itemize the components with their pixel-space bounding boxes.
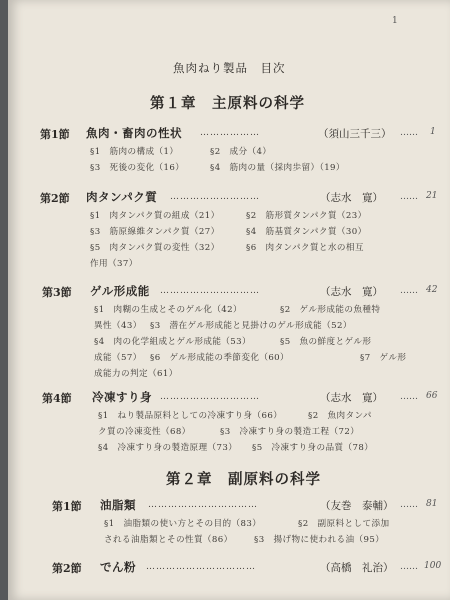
subsection-item: §2 筋形質タンパク質（23）: [246, 211, 367, 221]
subsection-item: §6 肉タンパク質と水の相互: [246, 243, 364, 253]
subsection-item: §5 魚の鮮度とゲル形: [280, 337, 372, 347]
page-leader: ……: [400, 192, 418, 202]
subsection-item: §3 筋原線維タンパク質（27）: [90, 227, 220, 237]
chapter-2-heading: 第２章 副原料の科学: [166, 471, 321, 488]
subsection-item: §5 肉タンパク質の変性（32）: [90, 243, 220, 253]
subsection-item: §1 肉糊の生成とそのゲル化（42）: [94, 305, 243, 315]
section-label: 第2節: [52, 562, 82, 575]
section-title: 油脂類: [100, 498, 136, 512]
section-page: 81: [426, 499, 438, 509]
section-author: （志水 寛）: [320, 392, 383, 404]
section-title: 冷凍すり身: [92, 390, 152, 404]
dot-leader: …………………………: [160, 392, 260, 402]
page-leader: ……: [400, 500, 418, 510]
subsection-item: §2 副原料として添加: [298, 519, 390, 529]
dot-leader: ……………………………: [146, 562, 256, 572]
dot-leader: ………………: [200, 128, 260, 138]
dot-leader: …………………………: [160, 286, 260, 296]
subsection-item: §4 肉の化学組成とゲル形成能（53）: [94, 337, 252, 347]
section-page: 100: [424, 561, 442, 571]
section-title: でん粉: [100, 560, 136, 574]
subsection-item: §4 冷凍すり身の製造原理（73）: [98, 443, 238, 453]
section-page: 66: [426, 391, 438, 401]
subsection-item: §4 筋基質タンパク質（30）: [246, 227, 367, 237]
section-page: 21: [426, 191, 438, 201]
subsection-item: §1 油脂類の使い方とその目的（83）: [104, 519, 262, 529]
subsection-item: §3 揚げ物に使われる油（95）: [254, 535, 385, 545]
subsection-item: §1 筋肉の構成（1）: [90, 147, 179, 157]
subsection-item: §5 冷凍すり身の品質（78）: [252, 443, 374, 453]
subsection-item: §3 潜在ゲル形成能と見掛けのゲル形成能（52）: [150, 321, 352, 331]
subsection-item: §2 魚肉タンパ: [308, 411, 372, 421]
section-label: 第1節: [40, 128, 70, 141]
section-label: 第3節: [42, 286, 72, 299]
subsection-item: される油脂類とその性質（86）: [104, 535, 233, 545]
subsection-item: 異性（43）: [94, 321, 142, 331]
dot-leader: ………………………: [170, 192, 260, 202]
section-label: 第1節: [52, 500, 82, 513]
subsection-item: §2 成分（4）: [210, 147, 272, 157]
page-number: 1: [392, 16, 398, 26]
subsection-item: §3 冷凍すり身の製造工程（72）: [220, 427, 360, 437]
section-title: ゲル形成能: [90, 284, 150, 298]
chapter-1-heading: 第１章 主原料の科学: [150, 95, 305, 112]
page-leader: ……: [400, 392, 418, 402]
dot-leader: ……………………………: [148, 500, 258, 510]
subsection-item: §6 ゲル形成能の季節変化（60）: [150, 353, 290, 363]
subsection-item: ク質の冷凍変性（68）: [98, 427, 191, 437]
section-author: （須山三千三）: [318, 128, 392, 140]
subsection-item: 作用（37）: [90, 259, 138, 269]
section-label: 第2節: [40, 192, 70, 205]
section-title: 肉タンパク質: [86, 190, 158, 204]
section-author: （高橋 礼治）: [320, 562, 394, 574]
section-title: 魚肉・畜肉の性状: [86, 126, 182, 140]
toc-page: [8, 0, 450, 600]
section-page: 42: [426, 285, 438, 295]
subsection-item: 成能（57）: [94, 353, 142, 363]
section-author: （友巻 泰輔）: [320, 500, 394, 512]
subsection-item: §3 死後の変化（16）: [90, 163, 185, 173]
subsection-item: §1 ねり製品原料としての冷凍すり身（66）: [98, 411, 283, 421]
section-page: 1: [430, 127, 436, 137]
section-author: （志水 寛）: [320, 286, 383, 298]
page-leader: ……: [400, 562, 418, 572]
subsection-item: §4 筋肉の量（採肉歩留）（19）: [210, 163, 345, 173]
section-author: （志水 寛）: [320, 192, 383, 204]
subsection-item: §1 肉タンパク質の組成（21）: [90, 211, 220, 221]
subsection-item: §2 ゲル形成能の魚種特: [280, 305, 381, 315]
subsection-item: 成能力の判定（61）: [94, 369, 178, 379]
section-label: 第4節: [42, 392, 72, 405]
subsection-item: §7 ゲル形: [360, 353, 407, 363]
page-leader: ……: [400, 286, 418, 296]
page-leader: ……: [400, 128, 418, 138]
book-title: 魚肉ねり製品 目次: [173, 61, 286, 75]
